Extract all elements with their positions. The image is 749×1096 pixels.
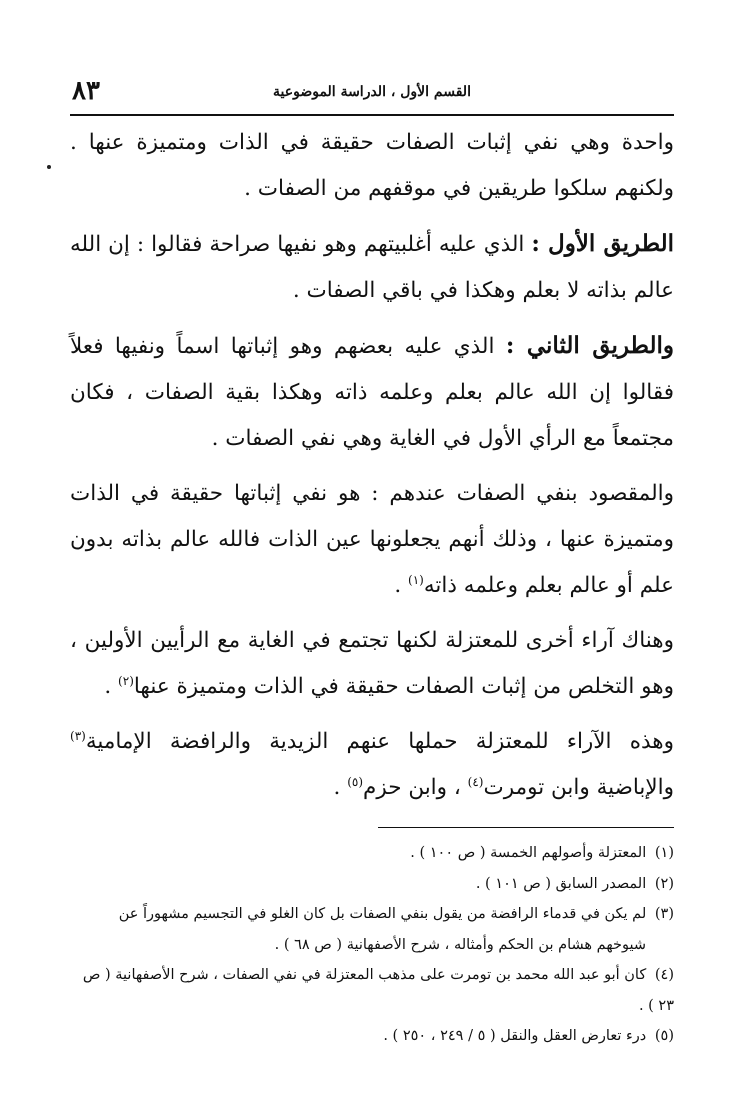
footnote-number: (٤) [654, 967, 674, 983]
paragraph-3 [70, 323, 674, 462]
page-header [70, 74, 674, 116]
footnote-ref-5[interactable]: (٥) [347, 774, 364, 789]
body-text [70, 120, 674, 820]
footnote-text: لم يكن في قدماء الرافضة من يقول بنفي الصفات بل كان الغلو في التجسيم مشهوراً عن [118, 906, 647, 922]
footnote-text: المصدر السابق ( ص ١٠١ ) . [475, 875, 647, 892]
paragraph-6-text-a: وهذه الآراء للمعتزلة حملها عنهم الزيدية والرافضة الإمامية [85, 729, 674, 754]
running-head: القسم الأول ، الدراسة الموضوعية [273, 84, 471, 100]
page-number: ٨٣ [72, 76, 100, 106]
margin-dot [47, 165, 51, 169]
paragraph-5-text: وهناك آراء أخرى للمعتزلة لكنها تجتمع في الغاية مع الرأيين الأولين ، وهو التخلص من إثبات الصفات حقيقة في الذات ومتميزة عنها [70, 628, 674, 699]
footnote-5 [70, 1021, 674, 1052]
footnote-number: (٣) [654, 906, 674, 922]
footnote-text: المعتزلة وأصولهم الخمسة ( ص ١٠٠ ) . [410, 845, 647, 861]
footnotes [70, 838, 674, 1052]
paragraph-1-text: واحدة وهي نفي إثبات الصفات حقيقة في الذات ومتميزة عنها . ولكنهم سلكوا طريقين في موقفهم من الصفات . [70, 130, 674, 201]
footnote-4 [70, 960, 674, 1021]
paragraph-4 [70, 471, 674, 609]
footnote-ref-3[interactable]: (٣) [70, 728, 86, 743]
paragraph-6-text-c: ، وابن حزم [363, 775, 468, 800]
paragraph-6-end: . [333, 775, 348, 800]
paragraph-4-text: والمقصود بنفي الصفات عندهم : هو نفي إثباتها حقيقة في الذات ومتميزة عنها ، وذلك أنهم يجعلونها عين الذات فالله عالم بذاته بدون علم أو عالم بعلم وعلمه ذاته [70, 481, 674, 598]
paragraph-5 [70, 618, 674, 710]
footnote-ref-2[interactable]: (٢) [118, 673, 134, 688]
footnote-separator [378, 827, 674, 828]
paragraph-1 [70, 120, 674, 212]
paragraph-4-end: . [394, 573, 409, 598]
footnote-ref-4[interactable]: (٤) [467, 774, 484, 789]
paragraph-6 [70, 719, 674, 811]
footnote-3 [70, 899, 674, 930]
footnote-2 [70, 869, 674, 900]
paragraph-5-end: . [104, 674, 119, 699]
footnote-1 [70, 838, 674, 869]
paragraph-6-text-b: والإباضية وابن تومرت [483, 775, 674, 800]
paragraph-2 [70, 221, 674, 314]
footnote-text: كان أبو عبد الله محمد بن تومرت على مذهب المعتزلة في نفي الصفات ، شرح الأصفهانية ( ص ٢٣ ) . [82, 967, 674, 1014]
footnote-text-continued: شيوخهم هشام بن الحكم وأمثاله ، شرح الأصفهانية ( ص ٦٨ ) . [274, 936, 646, 953]
footnote-ref-1[interactable]: (١) [408, 572, 424, 587]
paragraph-2-text: الذي عليه أغلبيتهم وهو نفيها صراحة فقالوا : إن الله عالم بذاته لا بعلم وهكذا في باقي الصفات . [70, 232, 674, 303]
paragraph-3-lead: والطريق الثاني : [505, 332, 674, 359]
paragraph-2-lead: الطريق الأول : [531, 230, 674, 257]
footnote-text: درء تعارض العقل والنقل ( ٥ / ٢٤٩ ، ٢٥٠ ) . [383, 1028, 647, 1044]
paragraph-3-text: الذي عليه بعضهم وهو إثباتها اسماً ونفيها فعلاً فقالوا إن الله عالم بعلم وعلمه ذاته وهكذا بقية الصفات ، فكان مجتمعاً مع الرأي الأول في الغاية وهي نفي الصفات . [70, 334, 674, 451]
footnote-number: (٥) [654, 1028, 674, 1044]
footnote-3-continued [70, 930, 674, 961]
footnote-number: (٢) [654, 875, 674, 892]
footnote-number: (١) [654, 845, 674, 861]
